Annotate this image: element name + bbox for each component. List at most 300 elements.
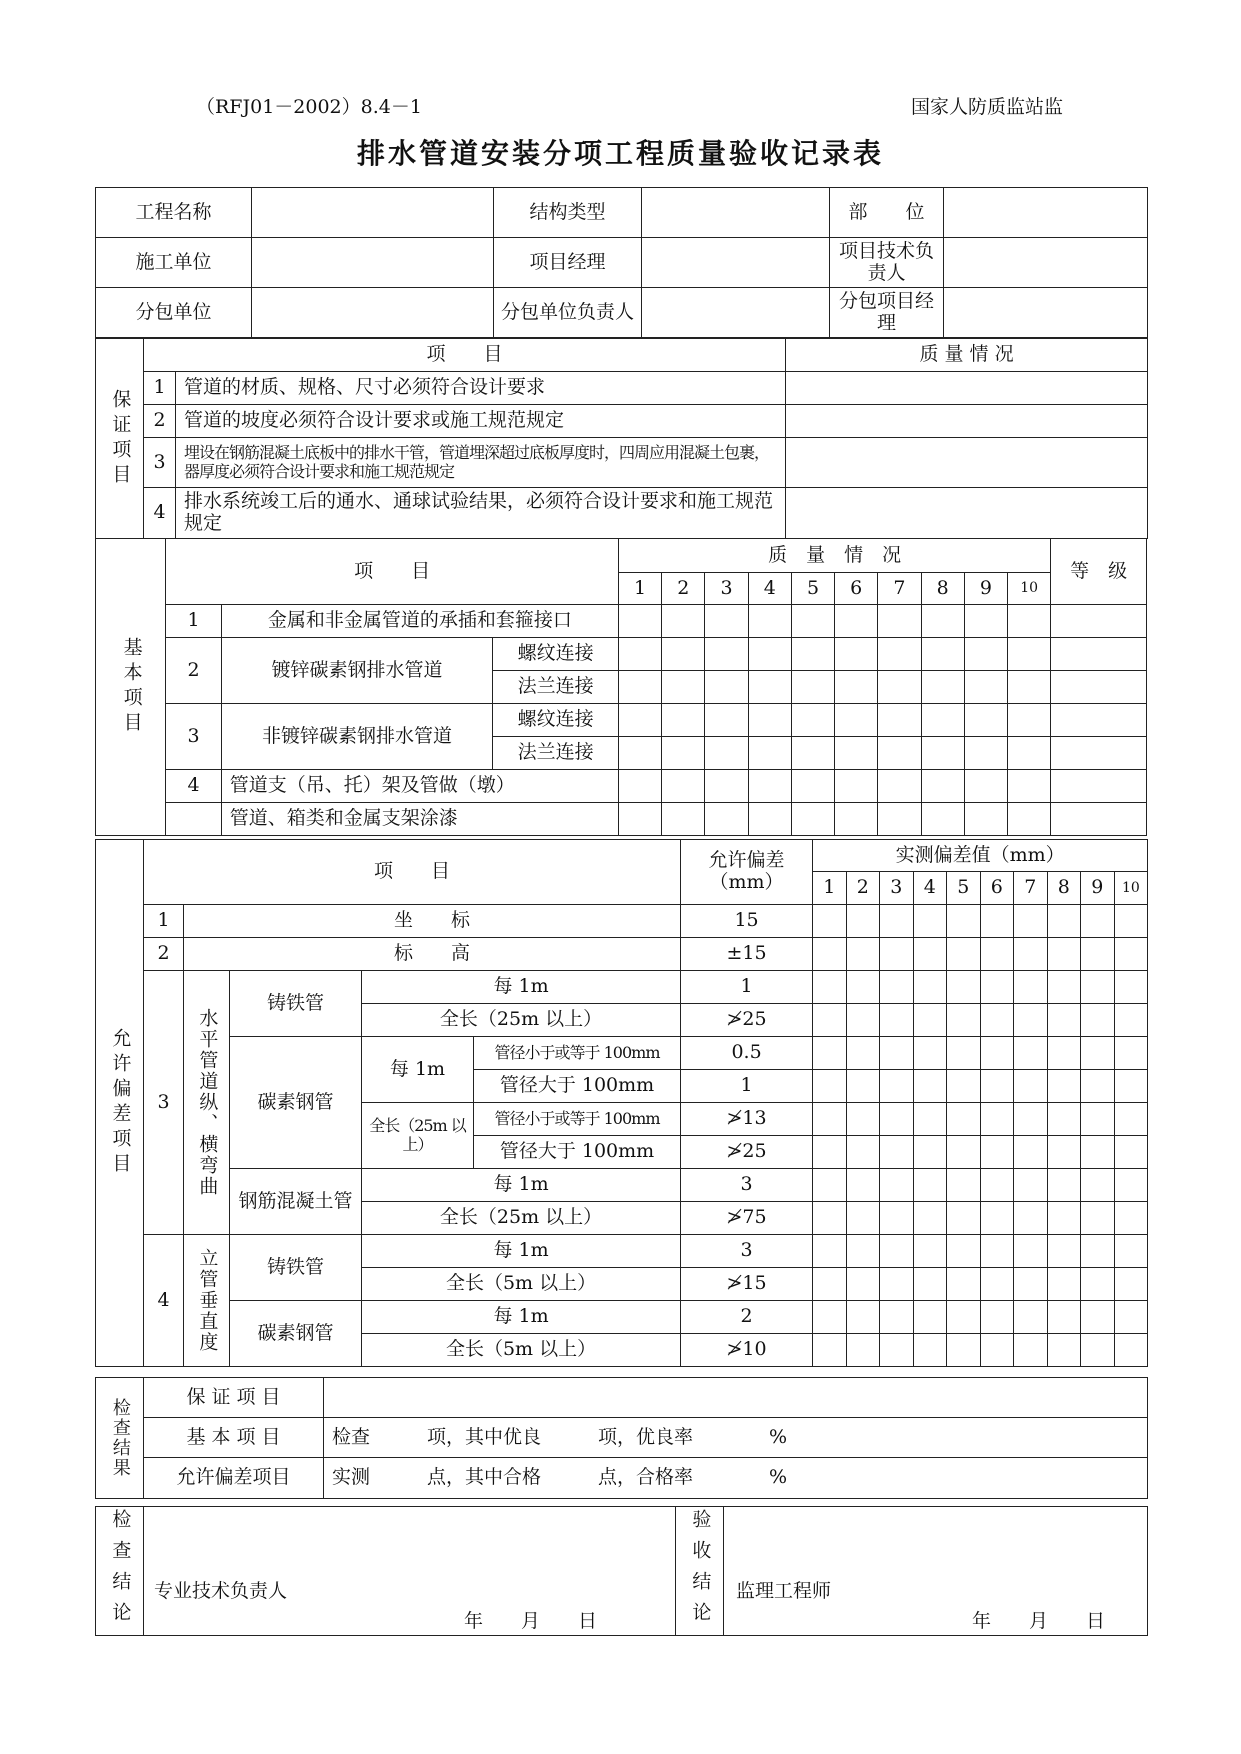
- allowance-tol: ≯25: [681, 1004, 813, 1037]
- measured-cell[interactable]: [846, 1301, 880, 1334]
- r3-full-25: 全长（25m 以上）: [362, 1004, 681, 1037]
- measured-cell[interactable]: [1014, 938, 1048, 971]
- basic-grade-cell[interactable]: [1051, 671, 1147, 704]
- measured-cell[interactable]: [813, 1070, 847, 1103]
- guarantee-row-text: 管道的坡度必须符合设计要求或施工规范规定: [176, 405, 786, 438]
- basic-cell[interactable]: [835, 770, 878, 803]
- accept-conclusion-box[interactable]: [724, 1507, 1148, 1636]
- basic-grade-cell[interactable]: [1051, 803, 1147, 836]
- basic-cell[interactable]: [835, 704, 878, 737]
- basic-cell[interactable]: [618, 803, 661, 836]
- allowance-tol: ≯10: [681, 1334, 813, 1367]
- measured-cell[interactable]: [1081, 1103, 1115, 1136]
- measured-cell[interactable]: [980, 1202, 1014, 1235]
- basic-cell[interactable]: [662, 770, 705, 803]
- basic-grade-cell[interactable]: [1051, 638, 1147, 671]
- basic-cell[interactable]: [1008, 605, 1051, 638]
- measured-cell[interactable]: [913, 1268, 947, 1301]
- measured-cell[interactable]: [1081, 1136, 1115, 1169]
- basic-cell[interactable]: [705, 605, 748, 638]
- measured-cell[interactable]: [913, 1136, 947, 1169]
- measured-cell[interactable]: [980, 1334, 1014, 1367]
- basic-cell[interactable]: [791, 737, 834, 770]
- measured-cell[interactable]: [846, 971, 880, 1004]
- basic-cell[interactable]: [835, 671, 878, 704]
- basic-cell[interactable]: [791, 803, 834, 836]
- measured-cell[interactable]: [1047, 1235, 1081, 1268]
- measured-cell[interactable]: [1047, 1136, 1081, 1169]
- basic-row-no: 3: [166, 704, 221, 770]
- measured-cell[interactable]: [947, 1070, 981, 1103]
- measured-cell[interactable]: [1014, 1037, 1048, 1070]
- measured-cell[interactable]: [913, 1070, 947, 1103]
- measured-cell[interactable]: [913, 905, 947, 938]
- guarantee-col-item: 项 目: [144, 339, 786, 372]
- basic-row-no: 2: [166, 638, 221, 704]
- r4-full-5: 全长（5m 以上）: [362, 1268, 681, 1301]
- basic-cell[interactable]: [705, 803, 748, 836]
- measured-cell[interactable]: [980, 1301, 1014, 1334]
- basic-cell[interactable]: [878, 605, 921, 638]
- basic-grade-cell[interactable]: [1051, 704, 1147, 737]
- measured-cell[interactable]: [880, 971, 914, 1004]
- measured-cell[interactable]: [913, 1235, 947, 1268]
- basic-row-sub: 法兰连接: [493, 671, 619, 704]
- measured-cell[interactable]: [846, 1169, 880, 1202]
- basic-cell[interactable]: [964, 638, 1007, 671]
- measured-cell[interactable]: [1114, 1334, 1148, 1367]
- guarantee-row-quality[interactable]: [786, 488, 1148, 539]
- guarantee-row-quality[interactable]: [786, 372, 1148, 405]
- measured-cell[interactable]: [1047, 1070, 1081, 1103]
- basic-cell[interactable]: [618, 770, 661, 803]
- basic-cell[interactable]: [748, 671, 791, 704]
- check-conclusion-box[interactable]: [144, 1507, 676, 1636]
- label-sub-lead: 分包单位负责人: [494, 288, 642, 338]
- measured-cell[interactable]: [1114, 1103, 1148, 1136]
- measured-cell[interactable]: [1114, 1070, 1148, 1103]
- measured-cell[interactable]: [1047, 1301, 1081, 1334]
- basic-cell[interactable]: [791, 671, 834, 704]
- basic-cell[interactable]: [748, 737, 791, 770]
- guarantee-row-no: 4: [144, 488, 176, 539]
- basic-row-no: 1: [166, 605, 221, 638]
- basic-cell[interactable]: [921, 770, 964, 803]
- basic-cell[interactable]: [705, 737, 748, 770]
- measured-cell[interactable]: [846, 1103, 880, 1136]
- accept-date: 年 月 日: [972, 1610, 1106, 1632]
- basic-cell[interactable]: [618, 638, 661, 671]
- basic-cell[interactable]: [662, 737, 705, 770]
- measured-cell[interactable]: [980, 905, 1014, 938]
- basic-cell[interactable]: [791, 605, 834, 638]
- measured-cell[interactable]: [813, 1103, 847, 1136]
- basic-cell[interactable]: [964, 770, 1007, 803]
- measured-cell[interactable]: [1047, 1037, 1081, 1070]
- basic-cell[interactable]: [878, 671, 921, 704]
- measured-cell[interactable]: [947, 1103, 981, 1136]
- builder-value[interactable]: [252, 238, 494, 288]
- basic-row-text: 管道支（吊、托）架及管做（墩）: [221, 770, 618, 803]
- accept-conclusion-label: 验收结论: [676, 1507, 724, 1636]
- measured-cell[interactable]: [1114, 1301, 1148, 1334]
- measured-cell[interactable]: [846, 1004, 880, 1037]
- measured-cell[interactable]: [880, 1004, 914, 1037]
- measured-cell[interactable]: [980, 1169, 1014, 1202]
- measured-cell[interactable]: [1014, 1070, 1048, 1103]
- basic-cell[interactable]: [1008, 704, 1051, 737]
- measured-cell[interactable]: [846, 905, 880, 938]
- measured-cell[interactable]: [1081, 1169, 1115, 1202]
- tech-lead-value[interactable]: [944, 238, 1148, 288]
- measured-cell[interactable]: [947, 1169, 981, 1202]
- subcontractor-value[interactable]: [252, 288, 494, 338]
- measured-cell[interactable]: [1047, 1334, 1081, 1367]
- result-guarantee-value[interactable]: [324, 1378, 1148, 1418]
- allowance-col-item: 项 目: [144, 840, 681, 905]
- issuer: 国家人防质监站监: [910, 96, 1063, 118]
- basic-row-sub: 螺纹连接: [493, 704, 619, 737]
- basic-cell[interactable]: [662, 704, 705, 737]
- basic-cell[interactable]: [705, 704, 748, 737]
- measured-cell[interactable]: [1014, 905, 1048, 938]
- measured-cell[interactable]: [947, 1136, 981, 1169]
- guarantee-row-text: 排水系统竣工后的通水、通球试验结果，必须符合设计要求和施工规范规定: [176, 488, 786, 539]
- measured-cell[interactable]: [846, 1235, 880, 1268]
- basic-cell[interactable]: [921, 605, 964, 638]
- basic-cell[interactable]: [835, 737, 878, 770]
- r4-per-m: 每 1m: [362, 1301, 681, 1334]
- allowance-tol: ±15: [681, 938, 813, 971]
- measured-cell[interactable]: [813, 1037, 847, 1070]
- allowance-col-measured: 实测偏差值（mm）: [813, 840, 1148, 872]
- basic-cell[interactable]: [921, 704, 964, 737]
- basic-cell[interactable]: [878, 770, 921, 803]
- measured-cell[interactable]: [980, 1103, 1014, 1136]
- basic-cell[interactable]: [835, 605, 878, 638]
- measured-cell[interactable]: [980, 1235, 1014, 1268]
- allowance-col-num: 5: [947, 872, 981, 905]
- measured-cell[interactable]: [880, 1103, 914, 1136]
- sub-manager-value[interactable]: [944, 288, 1148, 338]
- measured-cell[interactable]: [980, 938, 1014, 971]
- measured-cell[interactable]: [913, 1301, 947, 1334]
- measured-cell[interactable]: [980, 1037, 1014, 1070]
- measured-cell[interactable]: [846, 1202, 880, 1235]
- basic-cell[interactable]: [878, 737, 921, 770]
- basic-cell[interactable]: [964, 605, 1007, 638]
- measured-cell[interactable]: [1047, 905, 1081, 938]
- measured-cell[interactable]: [1014, 1169, 1048, 1202]
- measured-cell[interactable]: [980, 1136, 1014, 1169]
- measured-cell[interactable]: [1047, 938, 1081, 971]
- allowance-tol: 15: [681, 905, 813, 938]
- basic-cell[interactable]: [748, 704, 791, 737]
- measured-cell[interactable]: [880, 938, 914, 971]
- measured-cell[interactable]: [1014, 1235, 1048, 1268]
- measured-cell[interactable]: [913, 971, 947, 1004]
- r3-rc: 钢筋混凝土管: [230, 1169, 362, 1235]
- basic-cell[interactable]: [748, 770, 791, 803]
- measured-cell[interactable]: [913, 1037, 947, 1070]
- measured-cell[interactable]: [1114, 938, 1148, 971]
- basic-col-num: 7: [878, 573, 921, 605]
- basic-row-sub: 螺纹连接: [493, 638, 619, 671]
- basic-row-text: 镀锌碳素钢排水管道: [221, 638, 493, 704]
- basic-grade-cell[interactable]: [1051, 605, 1147, 638]
- basic-cell[interactable]: [964, 671, 1007, 704]
- measured-cell[interactable]: [846, 1070, 880, 1103]
- measured-cell[interactable]: [1114, 905, 1148, 938]
- allowance-tol: 0.5: [681, 1037, 813, 1070]
- basic-cell[interactable]: [791, 704, 834, 737]
- r3-per-m: 每 1m: [362, 1169, 681, 1202]
- measured-cell[interactable]: [947, 971, 981, 1004]
- basic-cell[interactable]: [1008, 638, 1051, 671]
- measured-cell[interactable]: [813, 938, 847, 971]
- measured-cell[interactable]: [846, 1136, 880, 1169]
- basic-cell[interactable]: [618, 671, 661, 704]
- basic-cell[interactable]: [921, 803, 964, 836]
- measured-cell[interactable]: [813, 1268, 847, 1301]
- measured-cell[interactable]: [1081, 1268, 1115, 1301]
- measured-cell[interactable]: [1014, 1004, 1048, 1037]
- measured-cell[interactable]: [1014, 971, 1048, 1004]
- basic-section-label: 基本项目: [96, 539, 166, 836]
- basic-cell[interactable]: [921, 638, 964, 671]
- measured-cell[interactable]: [1014, 1334, 1048, 1367]
- measured-cell[interactable]: [1081, 905, 1115, 938]
- basic-cell[interactable]: [1008, 737, 1051, 770]
- basic-col-num: 4: [748, 573, 791, 605]
- measured-cell[interactable]: [947, 1004, 981, 1037]
- measured-cell[interactable]: [880, 1037, 914, 1070]
- measured-cell[interactable]: [1081, 1070, 1115, 1103]
- measured-cell[interactable]: [913, 1334, 947, 1367]
- measured-cell[interactable]: [1114, 1004, 1148, 1037]
- basic-cell[interactable]: [705, 671, 748, 704]
- measured-cell[interactable]: [1081, 1301, 1115, 1334]
- result-basic-text[interactable]: 检查 项，其中优良 项，优良率 %: [324, 1418, 1148, 1458]
- measured-cell[interactable]: [913, 1004, 947, 1037]
- measured-cell[interactable]: [813, 1202, 847, 1235]
- basic-cell[interactable]: [878, 704, 921, 737]
- measured-cell[interactable]: [1047, 971, 1081, 1004]
- basic-cell[interactable]: [878, 803, 921, 836]
- structure-type-value[interactable]: [642, 188, 830, 238]
- measured-cell[interactable]: [846, 938, 880, 971]
- measured-cell[interactable]: [813, 1169, 847, 1202]
- measured-cell[interactable]: [880, 1169, 914, 1202]
- basic-cell[interactable]: [705, 638, 748, 671]
- measured-cell[interactable]: [1114, 971, 1148, 1004]
- measured-cell[interactable]: [1114, 1169, 1148, 1202]
- basic-col-item: 项 目: [166, 539, 619, 605]
- measured-cell[interactable]: [947, 1235, 981, 1268]
- r3-carbon: 碳素钢管: [230, 1037, 362, 1169]
- measured-cell[interactable]: [1014, 1301, 1048, 1334]
- measured-cell[interactable]: [947, 1202, 981, 1235]
- measured-cell[interactable]: [1047, 1004, 1081, 1037]
- basic-cell[interactable]: [662, 671, 705, 704]
- basic-col-num: 1: [618, 573, 661, 605]
- measured-cell[interactable]: [947, 938, 981, 971]
- basic-col-quality: 质 量 情 况: [618, 539, 1050, 573]
- label-sub-manager: 分包项目经 理: [830, 288, 944, 338]
- basic-cell[interactable]: [662, 803, 705, 836]
- basic-cell[interactable]: [618, 737, 661, 770]
- guarantee-col-quality: 质 量 情 况: [786, 339, 1148, 372]
- basic-cell[interactable]: [964, 704, 1007, 737]
- basic-cell[interactable]: [835, 638, 878, 671]
- measured-cell[interactable]: [913, 1202, 947, 1235]
- allowance-tol: 1: [681, 1070, 813, 1103]
- measured-cell[interactable]: [1047, 1169, 1081, 1202]
- r3-full2: 全长（25m 以上）: [362, 1103, 474, 1169]
- measured-cell[interactable]: [1081, 1334, 1115, 1367]
- basic-row-no: 4: [166, 770, 221, 803]
- guarantee-row-no: 1: [144, 372, 176, 405]
- basic-cell[interactable]: [1008, 770, 1051, 803]
- basic-cell[interactable]: [964, 803, 1007, 836]
- measured-cell[interactable]: [980, 971, 1014, 1004]
- basic-cell[interactable]: [618, 704, 661, 737]
- measured-cell[interactable]: [846, 1334, 880, 1367]
- guarantee-row-quality[interactable]: [786, 405, 1148, 438]
- basic-cell[interactable]: [705, 770, 748, 803]
- measured-cell[interactable]: [1114, 1235, 1148, 1268]
- allowance-tol: 3: [681, 1235, 813, 1268]
- basic-row-text: 金属和非金属管道的承插和套箍接口: [221, 605, 618, 638]
- label-subcontractor: 分包单位: [96, 288, 252, 338]
- result-section-label: 检查结果: [96, 1378, 144, 1499]
- basic-cell[interactable]: [618, 605, 661, 638]
- result-basic-label: 基 本 项 目: [144, 1418, 324, 1458]
- measured-cell[interactable]: [947, 1268, 981, 1301]
- basic-cell[interactable]: [835, 803, 878, 836]
- basic-cell[interactable]: [748, 803, 791, 836]
- basic-row-text: 非镀锌碳素钢排水管道: [221, 704, 493, 770]
- project-manager-value[interactable]: [642, 238, 830, 288]
- measured-cell[interactable]: [913, 1103, 947, 1136]
- measured-cell[interactable]: [947, 1301, 981, 1334]
- measured-cell[interactable]: [880, 1202, 914, 1235]
- measured-cell[interactable]: [880, 1334, 914, 1367]
- basic-cell[interactable]: [748, 605, 791, 638]
- measured-cell[interactable]: [880, 1070, 914, 1103]
- position-value[interactable]: [944, 188, 1148, 238]
- measured-cell[interactable]: [947, 1037, 981, 1070]
- basic-col-num: 2: [662, 573, 705, 605]
- measured-cell[interactable]: [1047, 1103, 1081, 1136]
- basic-grade-cell[interactable]: [1051, 737, 1147, 770]
- basic-cell[interactable]: [662, 638, 705, 671]
- basic-cell[interactable]: [662, 605, 705, 638]
- basic-grade-cell[interactable]: [1051, 770, 1147, 803]
- measured-cell[interactable]: [880, 1268, 914, 1301]
- measured-cell[interactable]: [947, 1334, 981, 1367]
- measured-cell[interactable]: [1081, 971, 1115, 1004]
- allowance-col-tol: 允许偏差（mm）: [681, 840, 813, 905]
- basic-cell[interactable]: [921, 737, 964, 770]
- result-allowance-text[interactable]: 实测 点，其中合格 点，合格率 %: [324, 1458, 1148, 1499]
- measured-cell[interactable]: [1114, 1202, 1148, 1235]
- measured-cell[interactable]: [1081, 1004, 1115, 1037]
- measured-cell[interactable]: [813, 905, 847, 938]
- basic-cell[interactable]: [748, 638, 791, 671]
- measured-cell[interactable]: [913, 1169, 947, 1202]
- measured-cell[interactable]: [980, 1268, 1014, 1301]
- r4-per-m: 每 1m: [362, 1235, 681, 1268]
- sub-lead-value[interactable]: [642, 288, 830, 338]
- basic-col-num: 6: [835, 573, 878, 605]
- basic-cell[interactable]: [1008, 671, 1051, 704]
- measured-cell[interactable]: [1047, 1268, 1081, 1301]
- measured-cell[interactable]: [813, 1004, 847, 1037]
- measured-cell[interactable]: [1014, 1268, 1048, 1301]
- measured-cell[interactable]: [880, 905, 914, 938]
- basic-cell[interactable]: [791, 770, 834, 803]
- guarantee-row-no: 2: [144, 405, 176, 438]
- label-builder: 施工单位: [96, 238, 252, 288]
- basic-col-num: 5: [791, 573, 834, 605]
- basic-cell[interactable]: [1008, 803, 1051, 836]
- measured-cell[interactable]: [980, 1070, 1014, 1103]
- measured-cell[interactable]: [1014, 1202, 1048, 1235]
- measured-cell[interactable]: [1081, 1202, 1115, 1235]
- project-name-value[interactable]: [252, 188, 494, 238]
- measured-cell[interactable]: [1081, 1037, 1115, 1070]
- measured-cell[interactable]: [1081, 1235, 1115, 1268]
- basic-col-num: 9: [964, 573, 1007, 605]
- allowance-row-text: 标 高: [184, 938, 681, 971]
- allowance-col-num: 10: [1114, 872, 1148, 905]
- measured-cell[interactable]: [1114, 1037, 1148, 1070]
- measured-cell[interactable]: [880, 1301, 914, 1334]
- measured-cell[interactable]: [1114, 1268, 1148, 1301]
- basic-cell[interactable]: [921, 671, 964, 704]
- basic-cell[interactable]: [791, 638, 834, 671]
- measured-cell[interactable]: [813, 1301, 847, 1334]
- supervisor-signature-label: 监理工程师: [736, 1580, 832, 1602]
- measured-cell[interactable]: [1014, 1103, 1048, 1136]
- measured-cell[interactable]: [813, 971, 847, 1004]
- measured-cell[interactable]: [1114, 1136, 1148, 1169]
- basic-row-sub: 法兰连接: [493, 737, 619, 770]
- measured-cell[interactable]: [880, 1235, 914, 1268]
- basic-cell[interactable]: [964, 737, 1007, 770]
- r3-rc-full: 全长（25m 以上）: [362, 1202, 681, 1235]
- measured-cell[interactable]: [846, 1268, 880, 1301]
- measured-cell[interactable]: [813, 1334, 847, 1367]
- measured-cell[interactable]: [880, 1136, 914, 1169]
- measured-cell[interactable]: [1081, 938, 1115, 971]
- measured-cell[interactable]: [1014, 1136, 1048, 1169]
- guarantee-row-quality[interactable]: [786, 438, 1148, 488]
- basic-cell[interactable]: [878, 638, 921, 671]
- measured-cell[interactable]: [980, 1004, 1014, 1037]
- allowance-col-num: 7: [1014, 872, 1048, 905]
- basic-col-grade: 等 级: [1051, 539, 1147, 605]
- measured-cell[interactable]: [846, 1037, 880, 1070]
- measured-cell[interactable]: [813, 1235, 847, 1268]
- measured-cell[interactable]: [947, 905, 981, 938]
- measured-cell[interactable]: [813, 1136, 847, 1169]
- allowance-col-num: 6: [980, 872, 1014, 905]
- measured-cell[interactable]: [1047, 1202, 1081, 1235]
- measured-cell[interactable]: [913, 938, 947, 971]
- r3-per-m: 每 1m: [362, 971, 681, 1004]
